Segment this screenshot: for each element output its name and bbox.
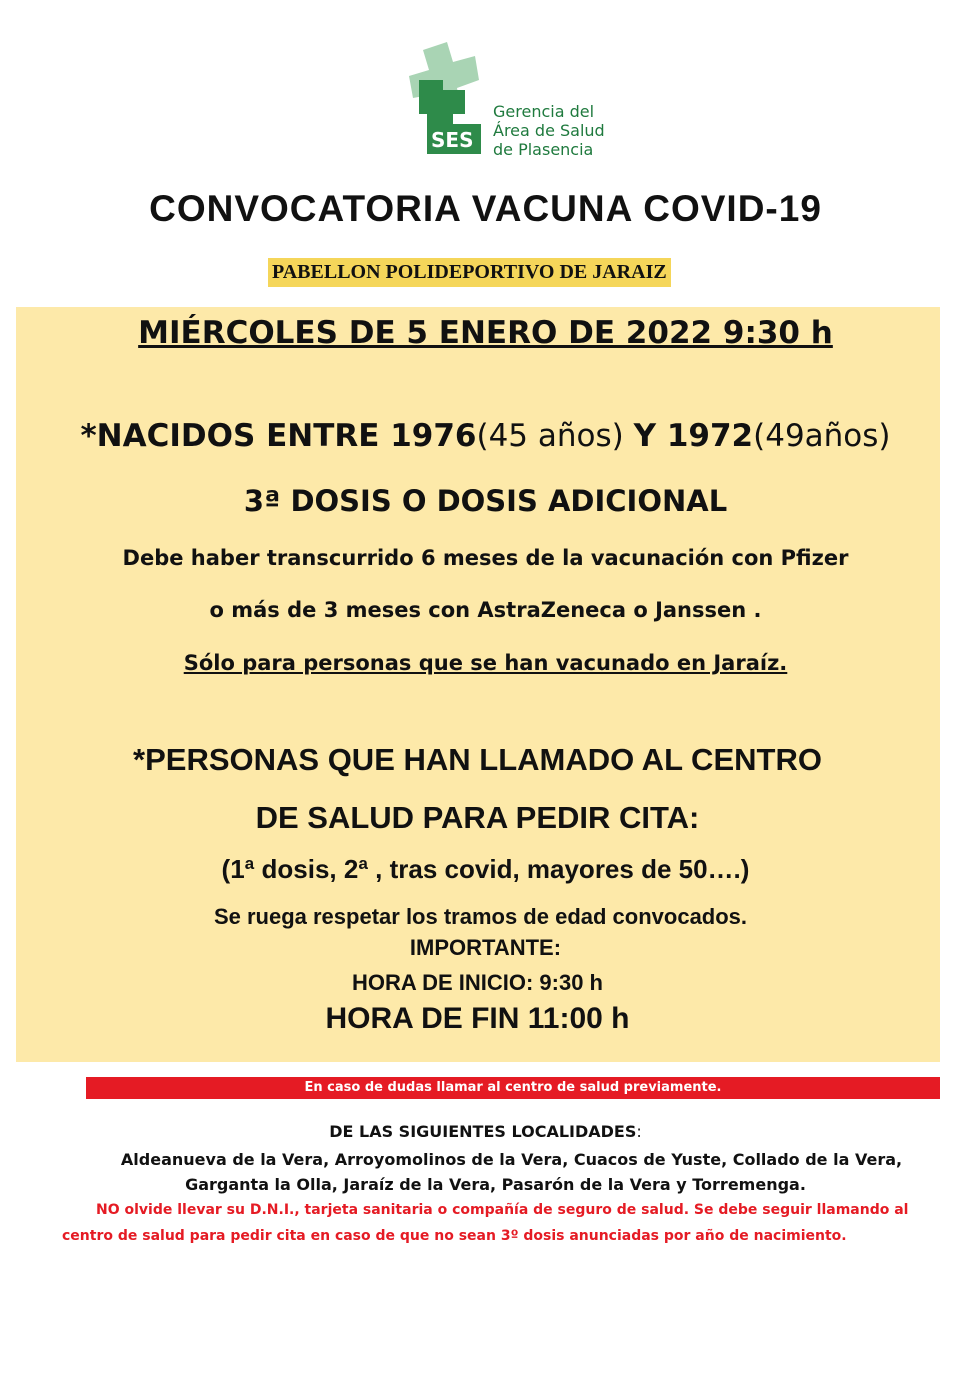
logo-line-1: Gerencia del [493,102,595,121]
localities-heading-colon: : [636,1122,642,1141]
born-age-1: (45 años) [476,418,634,454]
localities-line-1: Aldeanueva de la Vera, Arroyomolinos de la Vera, Cuacos de Yuste, Collado de la Vera, [120,1150,903,1169]
important-label: IMPORTANTE: [409,935,562,960]
logo-line-3: de Plasencia [493,140,594,159]
logo-text [493,102,605,159]
ses-badge: SES [431,128,474,152]
calls-line-2: DE SALUD PARA PEDIR CITA: [255,800,700,835]
respect-note: Se ruega respetar los tramos de edad convocados. [213,904,748,929]
calls-line-3: (1ª dosis, 2ª , tras covid, mayores de 50….) [221,854,750,884]
localities-heading [0,1122,971,1141]
venue-label: PABELLON POLIDEPORTIVO DE JARAIZ [268,258,671,287]
born-age-2: (49años) [753,418,891,454]
localities-line-2: Garganta la Olla, Jaraíz de la Vera, Pasarón de la Vera y Torremenga. [185,1175,806,1194]
start-time: HORA DE INICIO: 9:30 h [352,970,603,995]
reminder-line-1: NO olvide llevar su D.N.I., tarjeta sanitaria o compañía de seguro de salud. Se debe seguir llamando al [96,1202,909,1218]
dose-heading: 3ª DOSIS O DOSIS ADICIONAL [243,484,728,518]
ses-logo [405,40,645,162]
requirement-line-2: o más de 3 meses con AstraZeneca o Janssen . [209,598,762,622]
requirement-line-3: Sólo para personas que se han vacunado en Jaraíz. [183,651,788,675]
end-time: HORA DE FIN 11:00 h [325,1002,630,1035]
born-mid: Y 1972 [633,418,754,454]
localities-heading-text: DE LAS SIGUIENTES LOCALIDADES [329,1122,637,1141]
page-title: CONVOCATORIA VACUNA COVID-19 [149,188,822,229]
requirement-line-1: Debe haber transcurrido 6 meses de la vacunación con Pfizer [122,546,849,570]
logo-line-2: Área de Salud [493,121,605,140]
birth-years-line [0,418,971,454]
reminder-line-2: centro de salud para pedir cita en caso de que no sean 3º dosis anunciadas por año de nacimiento. [62,1228,847,1244]
calls-line-1: *PERSONAS QUE HAN LLAMADO AL CENTRO [133,742,822,777]
doubts-banner: En caso de dudas llamar al centro de salud previamente. [86,1077,940,1099]
born-prefix: *NACIDOS ENTRE 1976 [80,418,477,454]
event-date: MIÉRCOLES DE 5 ENERO DE 2022 9:30 h [138,315,833,351]
